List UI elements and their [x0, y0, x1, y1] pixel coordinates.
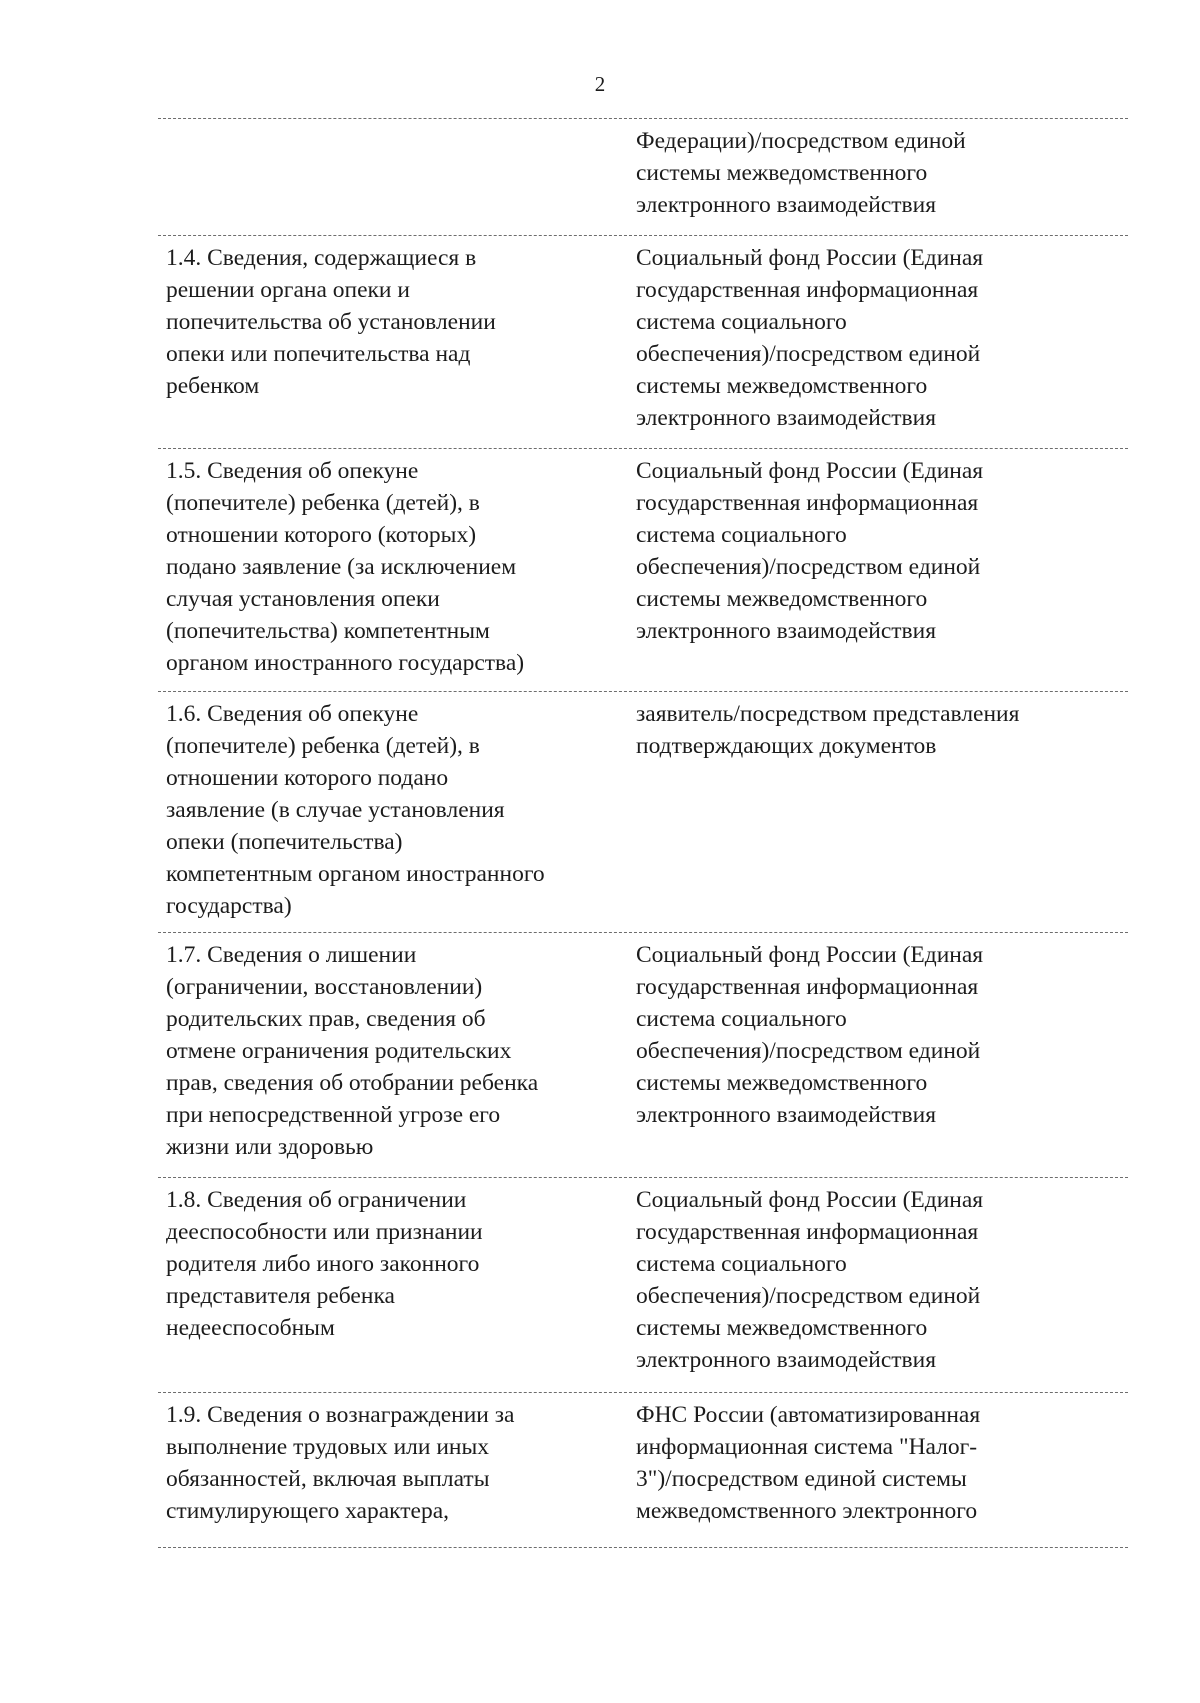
table-row [158, 118, 1128, 235]
table-cell-source: ФНС России (автоматизированная информационная система "Налог- 3")/посредством единой системы межведомственного электронного [636, 1402, 981, 1524]
table-cell-info: 1.9. Сведения о вознаграждении за выполнение трудовых или иных обязанностей, включая выплаты стимулирующего характера, [166, 1402, 515, 1524]
table-cell-info: 1.4. Сведения, содержащиеся в решении органа опеки и попечительства об установлении опеки или попечительства над ребенком [166, 245, 496, 399]
table-cell-source: заявитель/посредством представления подтверждающих документов [636, 701, 1020, 759]
table-row [158, 932, 1128, 1177]
table-row [158, 448, 1128, 691]
table-row [158, 1392, 1128, 1548]
page-number: 2 [594, 72, 606, 96]
table-cell-source: Федерации)/посредством единой системы межведомственного электронного взаимодействия [636, 128, 966, 218]
document-table [158, 118, 1128, 1548]
table-cell-source: Социальный фонд России (Единая государственная информационная система социального обеспечения)/посредством единой системы межведомственного электронного взаимодействия [636, 245, 984, 431]
table-cell-source: Социальный фонд России (Единая государственная информационная система социального обеспечения)/посредством единой системы межведомственного электронного взаимодействия [636, 458, 984, 644]
table-cell-info: 1.6. Сведения об опекуне (попечителе) ребенка (детей), в отношении которого подано заявление (в случае установления опеки (попечительства) компетентным органом иностранного государства) [166, 701, 545, 919]
table-row [158, 235, 1128, 448]
table-cell-info: 1.7. Сведения о лишении (ограничении, восстановлении) родительских прав, сведения об отмене ограничения родительских прав, сведения об отобрании ребенка при непосредственной угрозе его жизни или здоровью [166, 942, 539, 1160]
table-cell-info: 1.8. Сведения об ограничении дееспособности или признании родителя либо иного законного представителя ребенка недееспособным [166, 1187, 483, 1341]
table-row [158, 1177, 1128, 1392]
table-cell-source: Социальный фонд России (Единая государственная информационная система социального обеспечения)/посредством единой системы межведомственного электронного взаимодействия [636, 1187, 984, 1373]
table-cell-info: 1.5. Сведения об опекуне (попечителе) ребенка (детей), в отношении которого (которых) подано заявление (за исключением случая установления опеки (попечительства) компетентным органом иностранного государства) [166, 458, 525, 676]
table-cell-source: Социальный фонд России (Единая государственная информационная система социального обеспечения)/посредством единой системы межведомственного электронного взаимодействия [636, 942, 984, 1128]
table-row [158, 691, 1128, 932]
